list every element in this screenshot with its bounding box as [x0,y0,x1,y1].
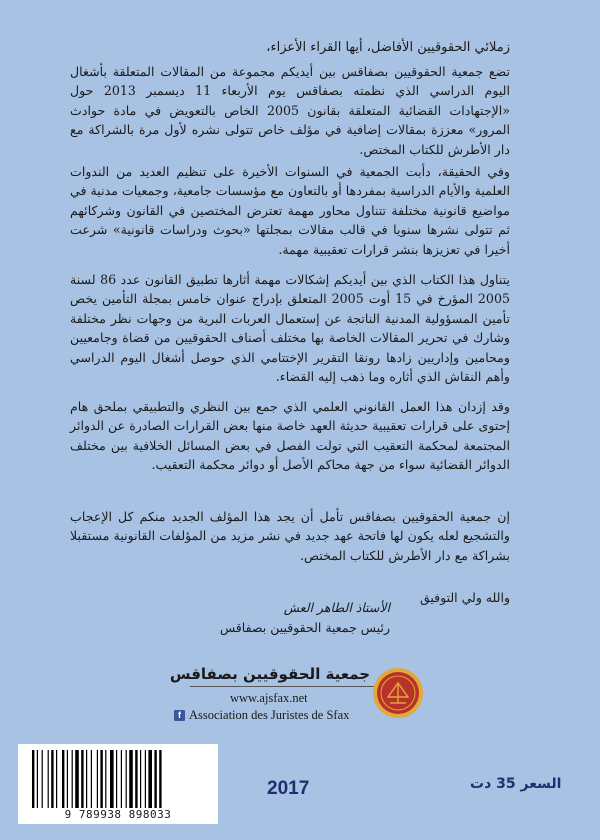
paragraph-hope: إن جمعية الحقوقيين بصفاقس تأمل أن يجد هذا المؤلف الجديد منكم كل الإعجاب والتشجيع لعله يكون لها فاتحة عهد جديد في نشر مزيد من المؤلفات القانونية مستقبلا بشراكة مع دار الأطرش للكتاب المختص. [70,509,510,563]
facebook-link[interactable] [174,708,349,723]
barcode [18,744,218,824]
publication-year: 2017 [267,778,310,799]
facebook-icon: f [174,710,185,721]
paragraph-book-topic: يتناول هذا الكتاب الذي بين أيديكم إشكالات مهمة أثارها تطبيق القانون عدد 86 لسنة 2005 المؤرخ في 15 أوت 2005 المتعلق بإدراج عنوان خامس بمجلة التأمين يخص تأمين المسؤولية المدنية الناتجة عن إستعمال العربات البرية من وجهات نظر مختلفة وشارك في تحرير المقالات الخاصة بها مختلف أصناف الحقوقيين من قضاة وجامعيين ومحامين وإداريين زادها رونقا التقرير الإختتامي الذي حوصل أشغال اليوم الدراسي وأهم النقاش الذي أثاره وما ذهب إليه القضاء. [70,272,510,385]
barcode-bars [28,750,208,808]
paragraph-intro: تضع جمعية الحقوقيين بصفاقس بين أيديكم مجموعة من المقالات المتعلقة بأشغال اليوم الدراسي الذي نظمته بصفاقس يوم الأربعاء 11 ديسمبر 2013 حول «الإجتهادات القضائية المتعلقة بقانون 2005 الخاص بالتعويض في مادة حوادث المرور» معززة بمقالات إضافية في مؤلف خاص تتولى نشره لأول مرة بالشراكة مع دار الأطرش للكتاب المختص. [70,64,510,157]
association-seal-icon [372,667,424,719]
price-label: السعر 35 دت [470,776,562,792]
signature-title: رئيس جمعية الحقوقيين بصفاقس [219,620,390,635]
facebook-label: Association des Juristes de Sfax [189,708,350,722]
greeting: زملائي الحقوقيين الأفاضل، أيها القراء الأعزاء، [266,40,510,55]
divider [190,686,390,687]
paragraph-activities: وفي الحقيقة، دأبت الجمعية في السنوات الأخيرة على تنظيم العديد من الندوات العلمية والأيام الدراسية بمفردها أو بالتعاون مع مؤسسات جامعية، وجمعيات مدنية في مواضيع قانونية مختلفة تتناول محاور مهمة تعترض المختصين في القانون وشركائهم ثم تتولى نشرها سنويا في قالب مقالات بمجلتها «بحوث ودراسات قانونية» شرعت أخيرا في تعزيزها بنشر قرارات تعقيبية مهمة. [70,164,510,257]
paragraph-annex: وقد إزدان هذا العمل القانوني العلمي الذي جمع بين النظري والتطبيقي بملحق هام إحتوى على قرارات تعقيبية حديثة العهد خاصة منها بعض القرارات الصادرة عن الدوائر المجتمعة لمحكمة التعقيب التي تولت الفصل في بعض المسائل الخلافية بين مختلف الدوائر القضائية سواء من جهة محاكم الأصل أو دوائر محكمة التعقيب. [70,399,510,473]
association-name: جمعية الحقوقيين بصفاقس [169,665,371,683]
closing-line: والله ولي التوفيق [419,590,510,605]
signature-name: الأستاذ الطاهر العش [283,600,390,615]
website-link[interactable]: www.ajsfax.net [230,691,308,705]
isbn-number: 9 789938 898033 [64,808,172,821]
